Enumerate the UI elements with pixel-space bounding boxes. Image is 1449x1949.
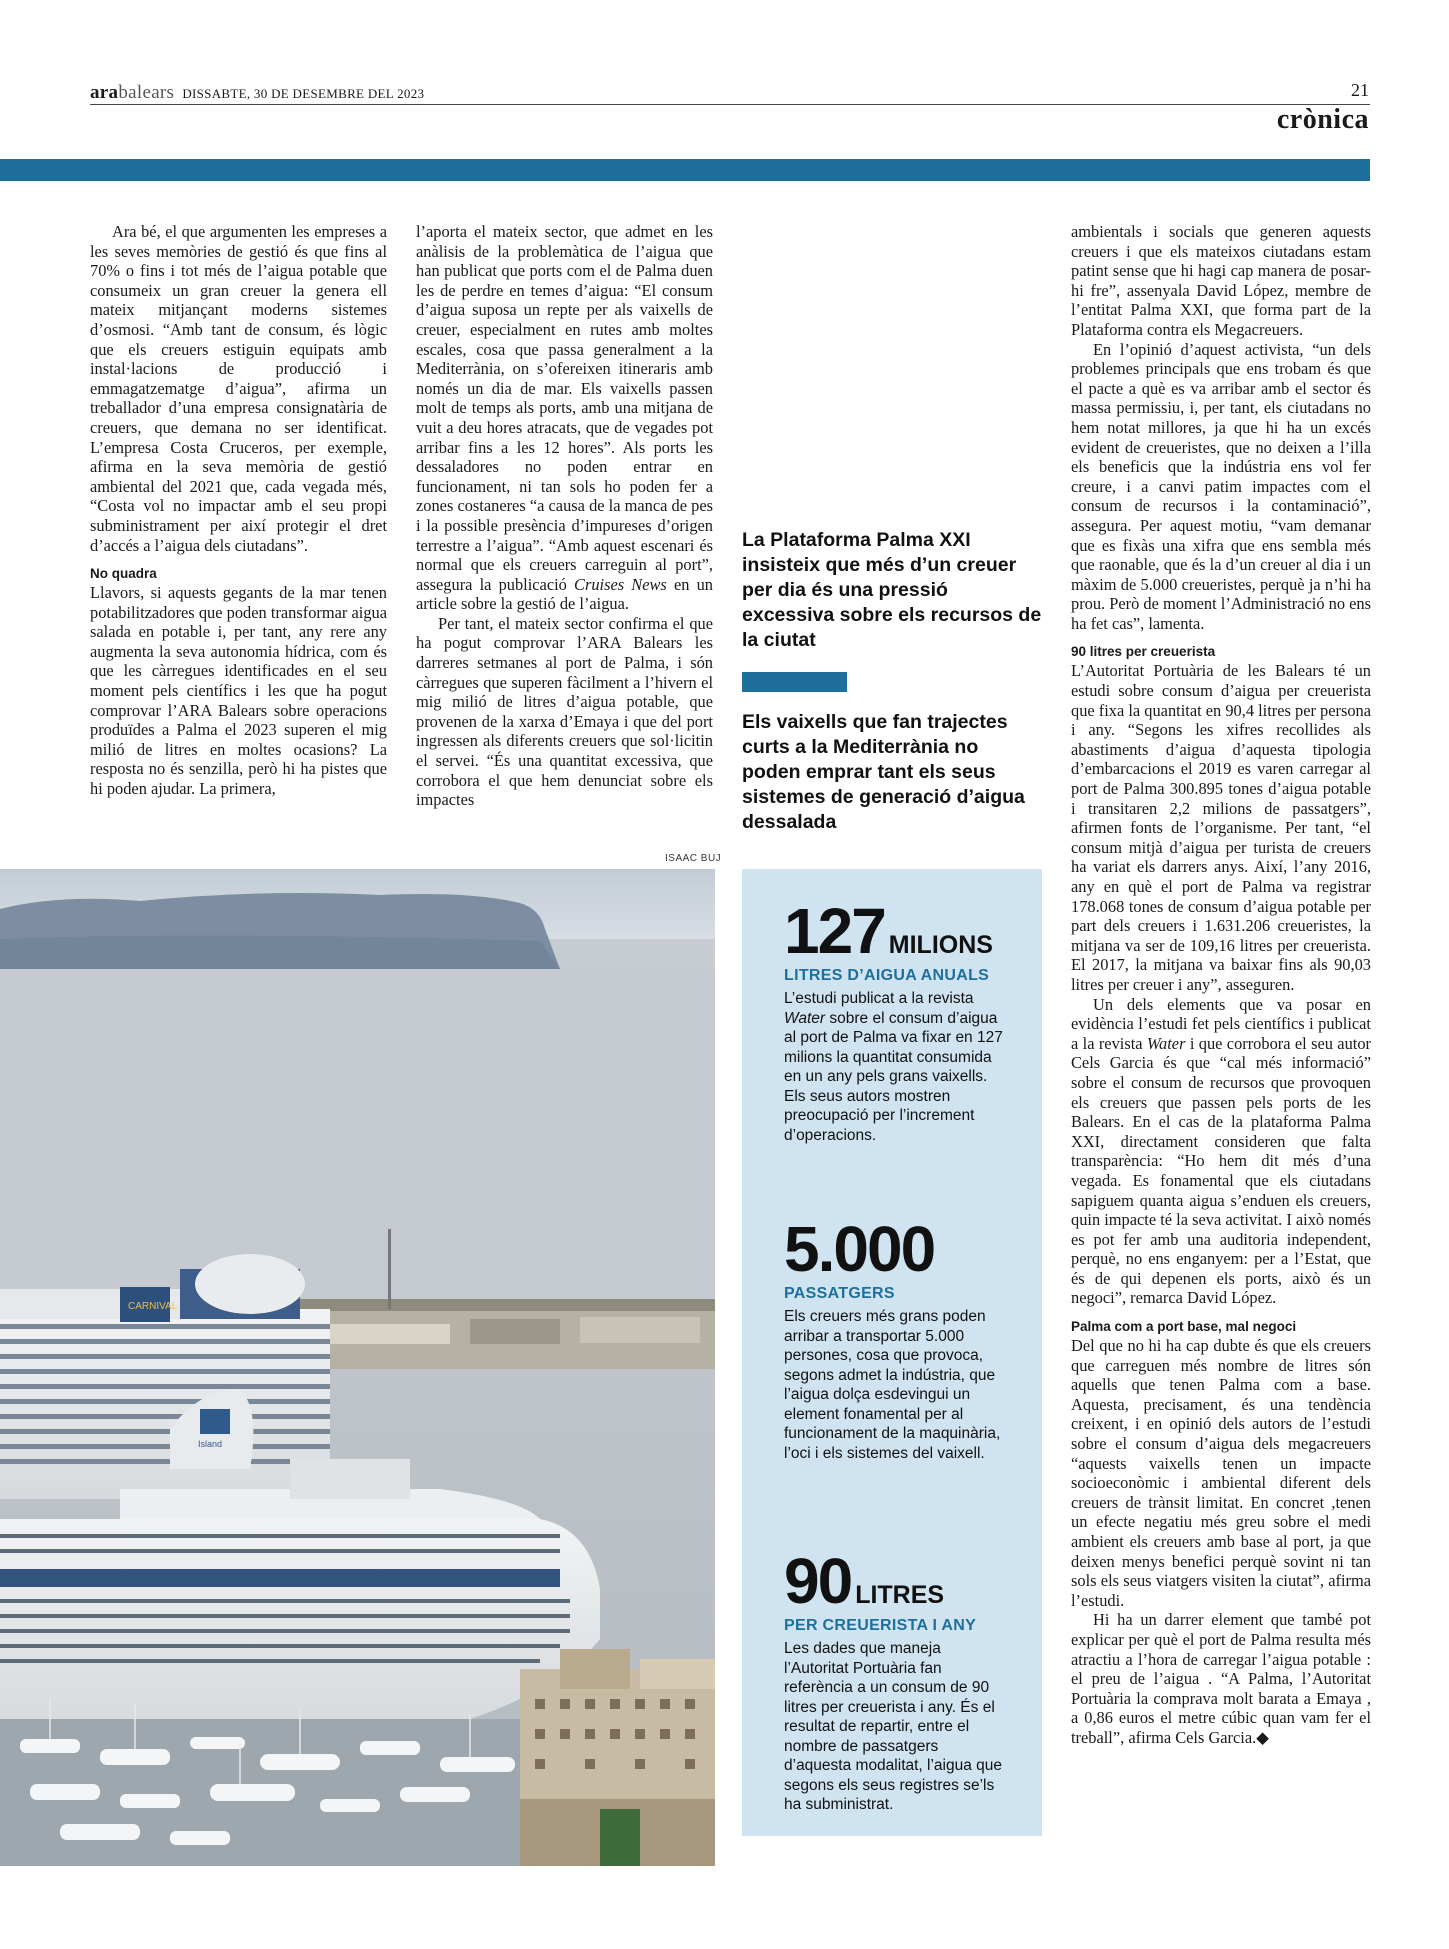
- fact-subtitle: PASSATGERS: [784, 1285, 895, 1302]
- page-number: 21: [1351, 80, 1369, 100]
- article-column-1: [90, 222, 387, 799]
- paragraph: [416, 222, 713, 614]
- fact-number: 90: [784, 1545, 852, 1617]
- ship-label-carnival: CARNIVAL: [128, 1301, 178, 1312]
- paragraph: Del que no hi ha cap dubte és que els creuers que carreguen més nombre de litres són aquells que tenen Palma com a base. Aquesta, precisament, és una tendència creixent, i en opinió dels autors de l’estudi sobre el consum d’aigua dels megacreuers “aquests vaixells tenen un impacte socioeconòmic i ambiental diferent dels creuers de trànsit limitat. En concret ,tenen un efecte negatiu més greu sobre el medi ambient els creuers amb base al port, ja que deixen menys benefici perquè sovint ni tan sols els seus viatgers visiten la ciutat”, afirma l’estudi.: [1071, 1336, 1371, 1610]
- fact-subtitle: LITRES D’AIGUA ANUALS: [784, 967, 990, 984]
- pull-quote-1: La Plataforma Palma XXI insisteix que més d’un creuer per dia és una pressió excessiva sobre els recursos de la ciutat: [742, 529, 1042, 651]
- paragraph: Llavors, si aquests gegants de la mar tenen potabilitzadores que poden transformar aigua salada en potable i, per tant, any rere any augmenta la seva autonomia hídrica, com és que les càrregues identificades en el seu moment pels científics i les que ha pogut comprovar l’ARA Balears sobre operacions produïdes a Palma el 2023 superen el mig milió de litres en moltes ocasions? La resposta no és senzilla, però hi ha pistes que hi poden ajudar. La primera,: [90, 583, 387, 799]
- text-run: L’estudi publicat a la revista: [784, 990, 974, 1007]
- article-column-4: [1071, 222, 1371, 1748]
- fact-description: [784, 989, 1009, 1145]
- fact-description: Els creuers més grans poden arribar a transportar 5.000 persones, cosa que provoca, segons admet la indústria, que l’aigua dolça esdevingui un element fonamental per al funcionament de la maquinària, l’oci i els sistemes del vaixell.: [784, 1308, 1001, 1462]
- fact-description: Les dades que maneja l’Autoritat Portuària fan referència a un consum de 90 litres per creuerista i any. És el resultat de repartir, entre el nombre de passatgers d’aquesta modalitat, l’aigua que segons els seus registres se’ls ha subministrat.: [784, 1640, 1003, 1813]
- text-run: Un dels elements que va posar en evidència l’estudi fet pels científics i publicat a la revista: [1071, 994, 1371, 1053]
- paragraph: ambientals i socials que generen aquests creuers i que els mateixos ciutadans estam patint sense que hi hagi cap manera de posar-hi fre”, assenyala David López, membre de l’entitat Palma XXI, que forma part de la Plataforma contra els Megacreuers.: [1071, 222, 1371, 339]
- paragraph: Ara bé, el que argumenten les empreses a les seves memòries de gestió és que fins al 70% o fins i tot més de l’aigua potable que consumeix un gran creuer la genera ell mateix mitjançant moderns sistemes d’osmosi. “Amb tant de consum, és lògic que els creuers estiguin equipats amb instal·lacions de producció i emmagatzematge d’aigua”, afirma un treballador d’una empresa consignatària de creuers, que demana no ser identificat. L’empresa Costa Cruceros, per exemple, afirma en la seva memòria de gestió ambiental del 2021 que, cada vegada més, “Costa vol no impactar amb el seu propi subministrament per així protegir el dret d’accés a l’aigua dels ciutadans”.: [90, 222, 387, 555]
- fact-90-litres: [784, 1545, 1009, 1815]
- photo-credit: ISAAC BUJ: [665, 853, 722, 864]
- publication-name: Cruises News: [574, 574, 667, 594]
- fact-5000-passatgers: [784, 1213, 1009, 1463]
- paragraph: [1071, 1610, 1371, 1747]
- fact-number: 5.000: [784, 1213, 935, 1285]
- masthead: [90, 82, 424, 104]
- paragraph: [1071, 995, 1371, 1309]
- facts-box: [742, 869, 1042, 1836]
- text-run: sobre el consum d’aigua al port de Palma va fixar en 127 milions la quantitat consumida en un any pels grans vaixells. Els seus autors mostren preocupació per l’increment d’operacions.: [784, 1009, 1003, 1144]
- subheading-port-base: Palma com a port base, mal negoci: [1071, 1319, 1297, 1335]
- section-title: crònica: [1276, 104, 1369, 135]
- fact-headline: [784, 895, 1009, 967]
- paragraph: Per tant, el mateix sector confirma el que ha pogut comprovar l’ARA Balears les darreres setmanes al port de Palma, i són càrregues que superen fàcilment a l’hivern el mig milió de litres d’aigua potable, que provenen de la xarxa d’Emaya i que del port ingressen als diferents creuers que sol·licitin el servei. “És una quantitat excessiva, que corrobora el que hem denunciat sobre els impactes: [416, 613, 713, 810]
- fact-127-milions: [784, 895, 1009, 1145]
- article-column-2: [416, 222, 713, 810]
- fact-number: 127: [784, 895, 885, 967]
- fact-unit: MILIONS: [888, 931, 993, 959]
- header-divider: [90, 104, 1370, 105]
- pull-quote-separator: [742, 672, 847, 692]
- text-run: Hi ha un darrer element que també pot explicar per què el port de Palma resulta més atractiu a l’hora de carregar l’aigua potable : el preu de l’aigua . “A Palma, l’Autoritat Portuària la comprava molt barata a Emaya , a 0,86 euros el metre cúbic quan vam fer el treball”, afirma Cels Garcia.: [1071, 1610, 1371, 1747]
- issue-date: DISSABTE, 30 DE DESEMBRE DEL 2023: [182, 86, 425, 101]
- paragraph: L’Autoritat Portuària de les Balears té un estudi sobre consum d’aigua per creuerista que fixa la quantitat en 90,4 litres per persona i any. “Segons les xifres recollides als abastiments d’aigua d’aquesta tipologia d’embarcacions el 2019 es varen carregar al port de Palma 300.895 tones d’aigua potable i transitaren 2,2 milions de passatgers”, afirmen fonts de l’organisme. Per tant, “el consum mitjà d’aigua per turista de creuers ha variat els darrers anys. Així, l’any 2016, any en què el port de Palma va registrar 178.068 tones de consum d’aigua potable per part dels creuers i 1.631.206 creueristes, la mitjana va ser de 109,16 litres per creuerista. El 2017, la mitjana va baixar fins als 90,03 litres per creuer i any”, asseguren.: [1071, 661, 1371, 994]
- fact-subtitle: PER CREUERISTA I ANY: [784, 1617, 977, 1634]
- ship-label-island: Island: [198, 1439, 223, 1449]
- section-color-bar: [0, 159, 1370, 181]
- text-run: en un article sobre la gestió de l’aigua.: [416, 574, 713, 614]
- publication-name: Water: [1146, 1033, 1186, 1053]
- brand-ara: ara: [90, 82, 119, 103]
- subheading-no-quadra: No quadra: [90, 566, 157, 582]
- text-run: l’aporta el mateix sector, que admet en les anàlisis de la problemàtica de l’aigua que han publicat que ports com el de Palma duen les de perdre en temes d’aigua: “El consum d’aigua suposa un repte per als vaixells de creuer, especialment en rutes amb moltes escales, cosa que passa generalment a la Mediterrània, on s’ofereixen itineraris amb només un dia de mar. Els vaixells passen molt de temps als ports, amb una mitjana de vuit a deu hores atracats, que de vegades pot arribar fins a les 12 hores”. Als ports les dessaladores no poden entrar en funcionament, ni tan sols ho poden fer a zones costaneres “a causa de la manca de pes i la possible presència d’impureses d’origen terrestre a l’aigua”. “Amb aquest escenari és normal que els creuers carreguin al port”, assegura la publicació: [416, 222, 713, 594]
- pull-quote-2: Els vaixells que fan trajectes curts a la Mediterrània no poden emprar tant els seus sistemes de generació d’aigua dessalada: [742, 711, 1025, 833]
- cruise-ship-photo: [0, 869, 715, 1866]
- publication-name: Water: [784, 1009, 826, 1027]
- paragraph: En l’opinió d’aquest activista, “un dels problemes principals que ens trobam és que el pacte a què es va arribar amb el sector és massa permissiu, i, per tant, els ciutadans no hem notat millores, ja que hi ha un excés evident de creueristes, que no deixen a l’illa els beneficis que la indústria ens vol fer creure, i a canvi patim impactes com el consum de recursos i la contaminació”, assegura. Per aquest motiu, “vam demanar que es fixàs una xifra que ens sembla més que raonable, que és la d’un creuer al dia i un màxim de 5.000 creueristes, perquè ja n’hi ha prou. Però de moment l’Administració no ens ha fet cas”, lamenta.: [1071, 339, 1371, 633]
- brand-region: balears: [118, 82, 175, 103]
- fact-headline: [784, 1545, 1009, 1617]
- subheading-90-litres: 90 litres per creuerista: [1071, 644, 1216, 660]
- fact-unit: LITRES: [855, 1581, 945, 1609]
- text-run: i que corrobora el seu autor Cels Garcia és que “cal més informació” sobre el consum de recursos que provoquen els creuers que passen pels ports de les Balears. En el cas de la plataforma Palma XXI, directament consideren que falta transparència: “Ho hem dit més d’una vegada. Es fonamental que els ciutadans sapiguem quanta aigua s’enduen els creuers, quin impacte té la seva activitat. I això només es pot fer amb una auditoria independent, perquè, no ens enganyem: per a l’Estat, que és de qui depenen els ports, això és un negoci”, remarca David López.: [1071, 1033, 1371, 1308]
- end-mark-icon: ◆: [1256, 1727, 1269, 1747]
- fact-headline: [784, 1213, 1009, 1285]
